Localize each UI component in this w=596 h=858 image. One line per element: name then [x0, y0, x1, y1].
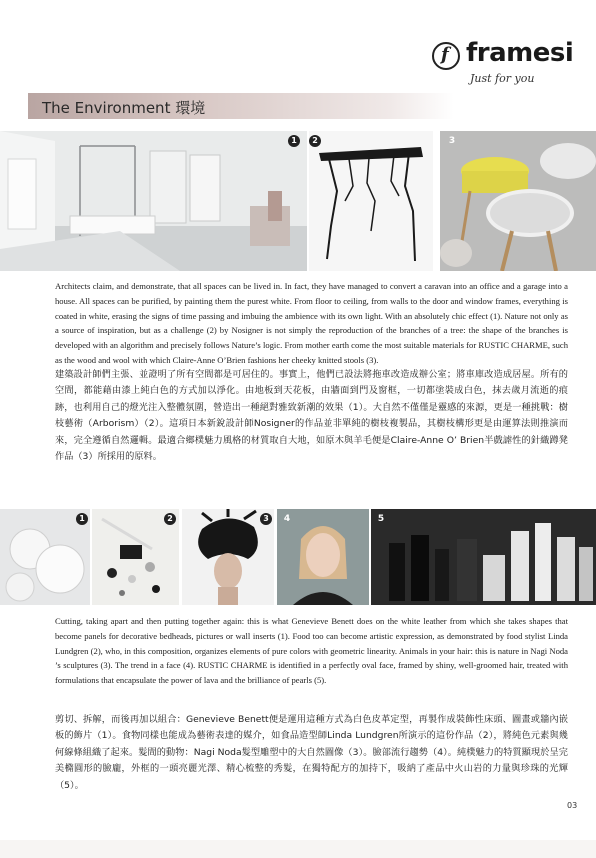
section-title: The Environment 環境: [42, 99, 206, 117]
photo-badge: 2: [164, 513, 176, 525]
photo-white-room: [0, 131, 307, 271]
paragraph-trends-en: Cutting, taking apart and then putting together again: this is what Genevieve Benett does on the white leather from which she takes shapes that become panels for decorative bedheads, pictures or wall inserts (1). Food too can become artistic expression, as demonstrated by food stylist Linda Lundgren (2), who, in this composition, organizes elements of pure colors with geometric linearity. Animals in your hair: this is nature in Nagi Noda ’s sculptures (3). The trend in a face (4). RUSTIC CHARME is identified in a perfectly oval face, framed by shiny, well-groomed hair, treated with formulations that encapsulate the power of lava and the brilliance of pearls (5).: [55, 616, 568, 686]
photo-badge: 2: [309, 135, 321, 147]
photo-badge: 3: [260, 513, 272, 525]
photo-badge: 5: [377, 514, 385, 524]
photo-badge: 1: [76, 513, 88, 525]
paragraph-environment-zh: 建築設計師們主張、並證明了所有空間都是可居住的。事實上，他們已設法將拖車改造成辦公室；將車庫改造成居屋。所有的空間，都能藉由漆上純白色的方式加以淨化。由地板到天花板，由牆面到門及窗框，一切都塗裝成白色，抹去歲月流逝的痕跡，也利用自己的燈光注入整體氛圍，營造出一種絕對雅致新潮的效果（1）。大自然不僅僅是靈感的來源，更是一種挑戰：樹枝藝術（Arborism）（2）。這項日本新銳設計師Nosigner的作品並非單純的樹枝複製品，其樹枝構形更是由運算法則推演而來，完全遵循自然邏輯。最適合鄉樸魅力風格的材質取自大地，如原木與羊毛便是Claire-Anne O’ Brien半戲謔性的針織蹲凳作品（3）所採用的原料。: [55, 369, 568, 463]
brand-tagline: Just for you: [470, 72, 535, 85]
photo-badge: 3: [448, 136, 456, 146]
paragraph-environment-en: Architects claim, and demonstrate, that all spaces can be lived in. In fact, they have managed to convert a caravan into an office and a garage into a house. All spaces can be purified, by painting them the purest white. From floor to ceiling, from walls to the door and window frames, everything is coated in white, erasing the signs of time passing and imbuing the ambience with its own light. With an absolutely chic effect (1). Nature not only as a source of inspiration, but as a challenge (2) by Nosigner is not simply the reproduction of the branches of a tree: the shape of the branches is developed with an algorithm and precisely follows Nature’s logic. From mother earth come the most suitable materials for RUSTIC CHARME, such as the wood and wool with which Claire-Anne O’Brien fashions her cheeky knitted stools (3).: [55, 281, 568, 365]
photo-hair-sculpture: [182, 509, 274, 605]
framesi-logo-icon: f: [432, 42, 460, 70]
section-heading-band: [28, 93, 454, 119]
photo-branch-table: [309, 131, 433, 271]
photo-food-styling: [92, 509, 179, 605]
photo-badge: 4: [283, 514, 291, 524]
photo-products: [371, 509, 596, 605]
page-bottom-edge: [0, 840, 596, 858]
photo-badge: 1: [288, 135, 300, 147]
photo-knitted-stools: [440, 131, 596, 271]
page-number: 03: [567, 801, 578, 810]
photo-face: [277, 509, 369, 605]
photo-leather-panels: [0, 509, 90, 605]
paragraph-trends-zh: 剪切、拆解，而後再加以組合：Genevieve Benett便是運用這種方式為白色皮革定型，再製作成裝飾性床頭、圖畫或牆內嵌板的飾片（1）。食物同樣也能成為藝術表達的媒介，如食品造型師Linda Lundgren所演示的這份作品（2），將純色元素與幾何線條組織了起來。髮間的動物：Nagi Noda髮型雕塑中的大自然圖像（3）。臉部流行趨勢（4）。純樸魅力的特質顯現於呈完美橢圓形的臉龐，外框的一頭亮麗光澤、精心梳整的秀髮，在獨特配方的加持下，吸納了產品中火山岩的力量與珍珠的光輝（5）。: [55, 714, 568, 791]
framesi-logo: [428, 38, 578, 88]
brand-name: framesi: [466, 38, 574, 68]
